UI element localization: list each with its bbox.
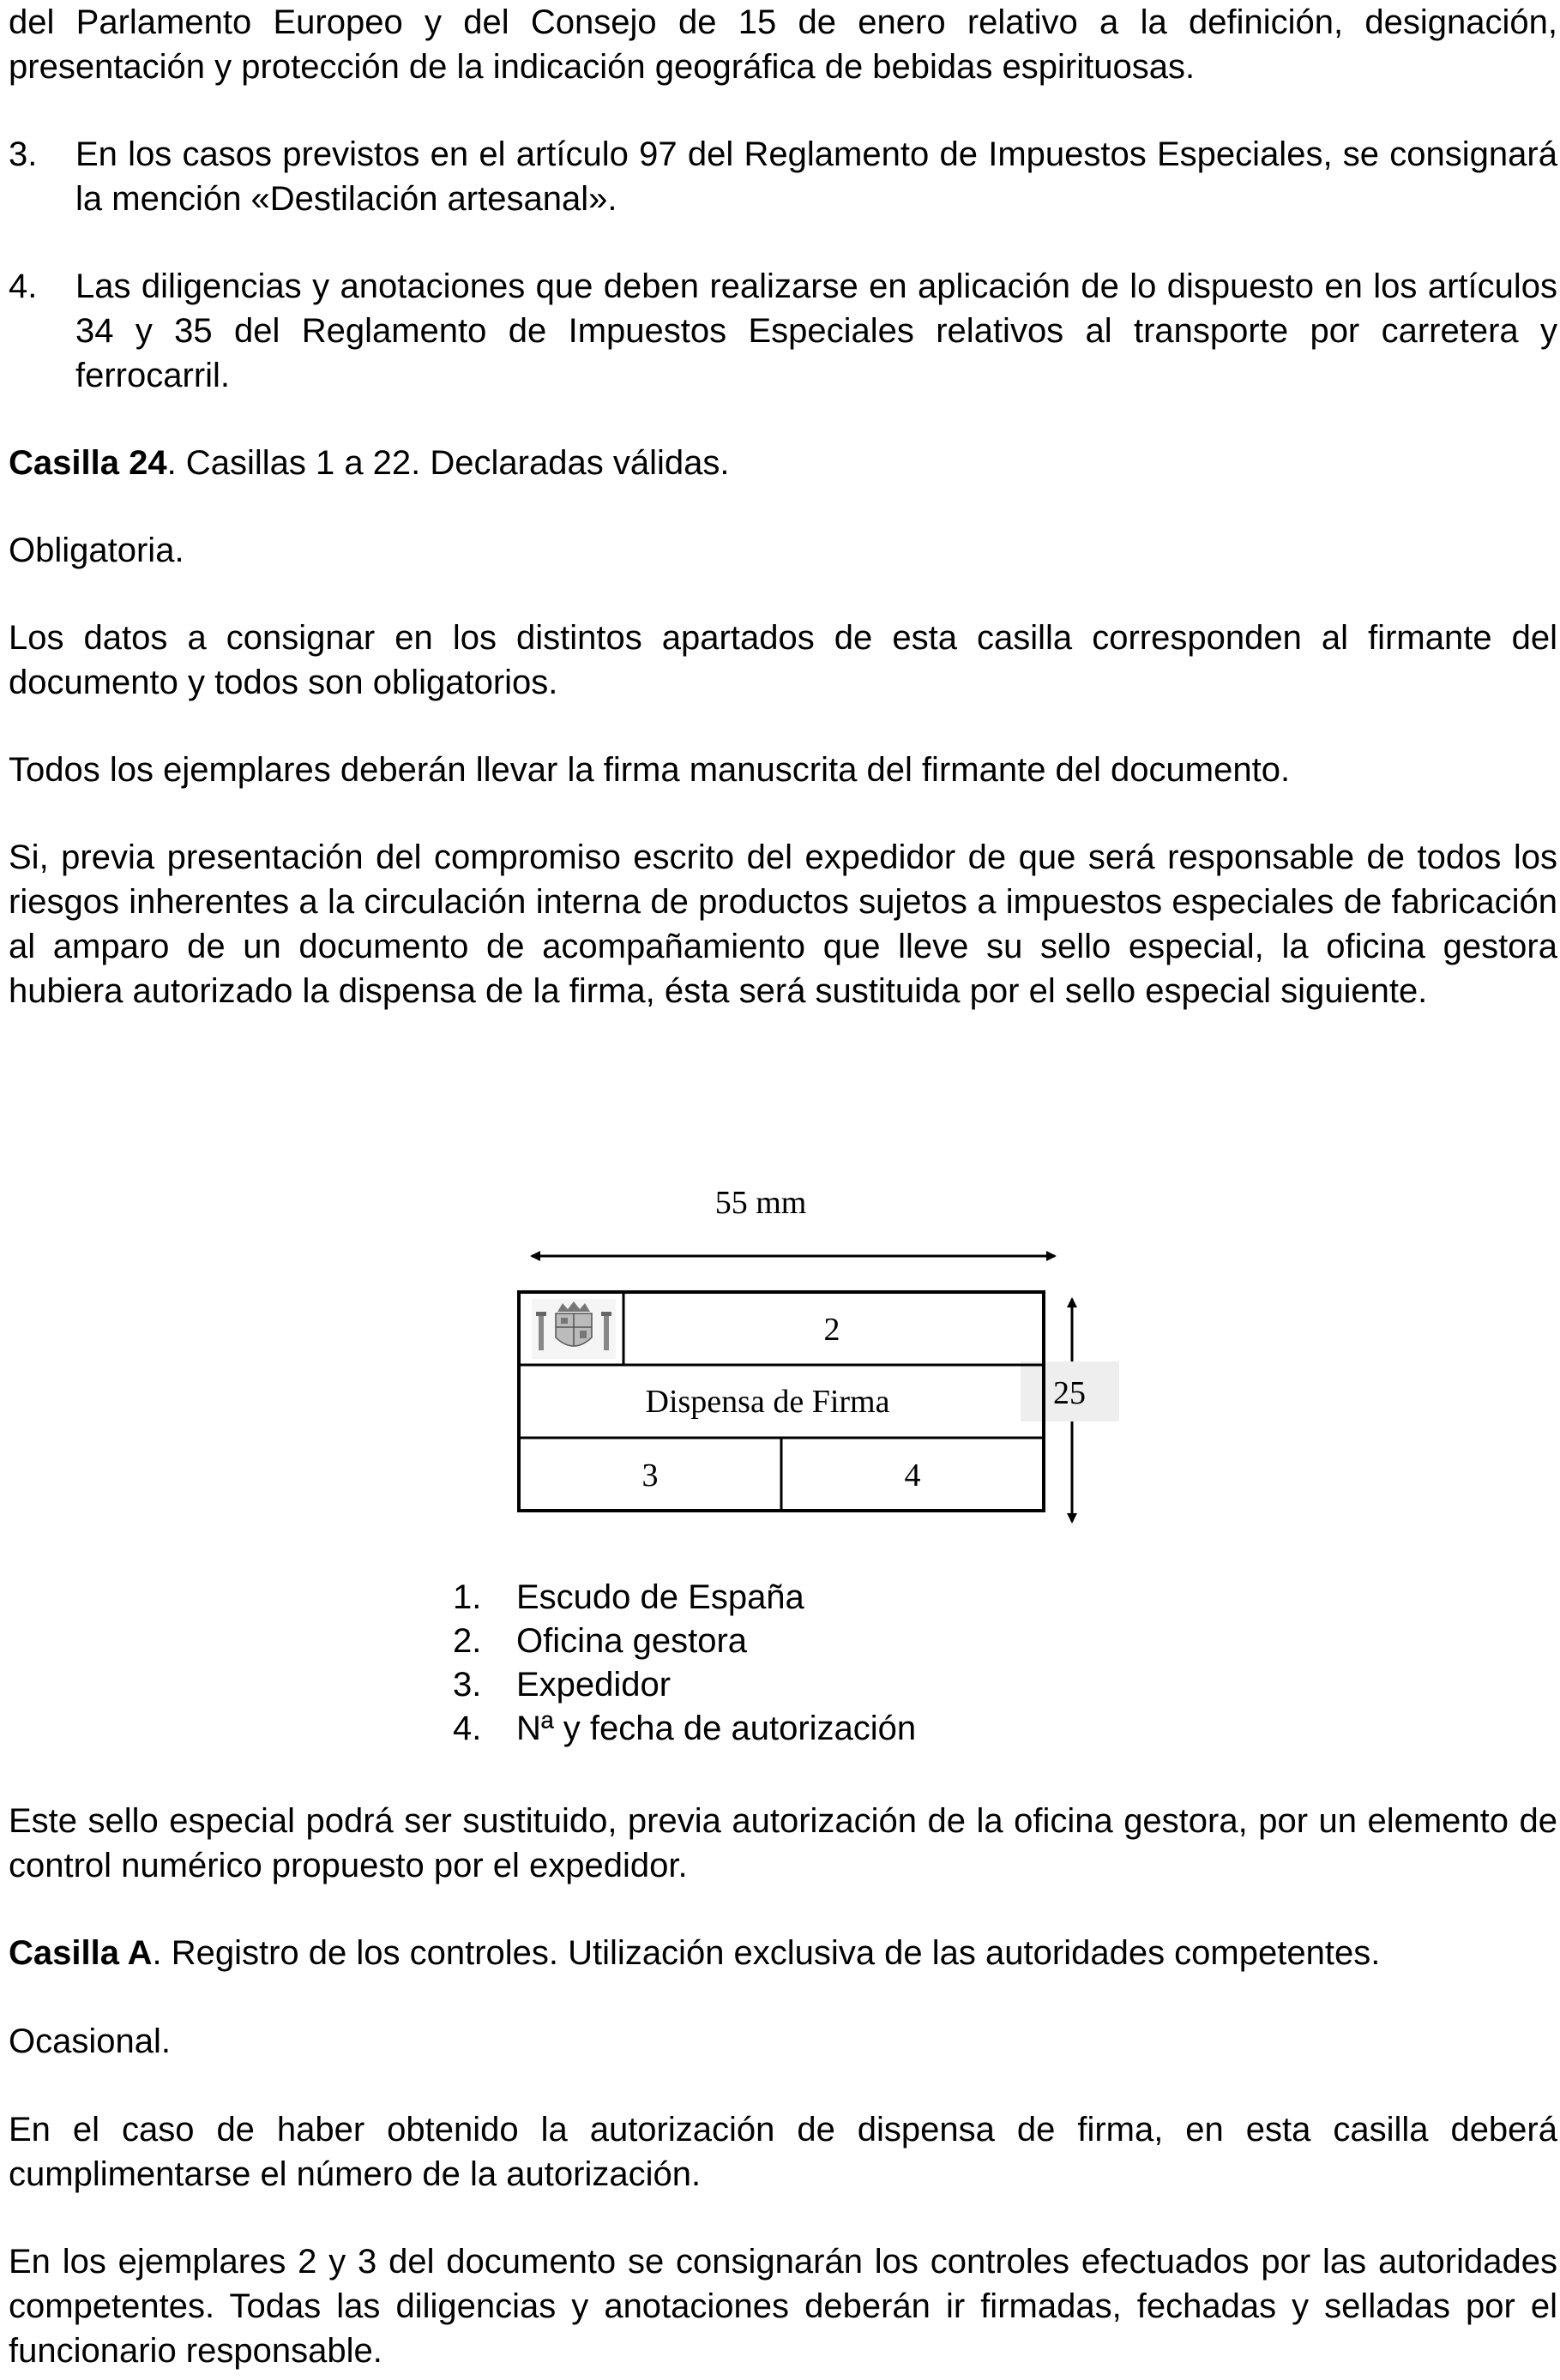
stamp-cell-3: 3 xyxy=(641,1457,659,1494)
height-label: 25 xyxy=(1053,1375,1086,1411)
legend-item-text: Escudo de España xyxy=(516,1578,804,1616)
legend-item-number: 1. xyxy=(453,1578,482,1616)
casilla-a-status: Ocasional. xyxy=(9,2022,171,2060)
top-paragraph: del Parlamento Europeo y del Consejo de 15 de enero relativo a la definición, designación, presentación y protección de la indicación geográfica de bebidas espirituosas. xyxy=(9,3,1557,86)
casilla-a-heading xyxy=(9,1931,1557,1975)
casilla-a-title: . Registro de los controles. Utilización exclusiva de las autoridades competentes. xyxy=(152,1934,1381,1972)
list-item-3 xyxy=(9,132,1557,221)
legend-item xyxy=(453,1707,916,1751)
casilla-24-paragraph-1: Los datos a consignar en los distintos apartados de esta casilla corresponden al firmante del documento y todos son obligatorios. xyxy=(9,619,1557,701)
width-label: 55 mm xyxy=(714,1185,807,1221)
legend-item-text: Oficina gestora xyxy=(516,1622,748,1660)
stamp-middle-label: Dispensa de Firma xyxy=(645,1384,890,1420)
stamp-diagram-svg xyxy=(506,1183,1158,1543)
legend-item xyxy=(453,1663,916,1707)
legend-item-number: 4. xyxy=(453,1710,482,1747)
list-item-number: 3. xyxy=(9,135,38,173)
legend-item-text: Expedidor xyxy=(516,1666,672,1704)
stamp-cell-2: 2 xyxy=(823,1312,840,1348)
list-item-text: En los casos previstos en el artículo 97 del Reglamento de Impuestos Especiales, se consignará la mención «Destilación artesanal». xyxy=(75,135,1557,218)
legend-item-number: 3. xyxy=(453,1666,482,1704)
casilla-a-paragraph-2: En los ejemplares 2 y 3 del documento se consignarán los controles efectuados por las autoridades competentes. Todas las diligencias y anotaciones deberán ir firmadas, fechadas y selladas por el funcionario responsable. xyxy=(9,2243,1557,2370)
list-item-text: Las diligencias y anotaciones que deben realizarse en aplicación de lo dispuesto en los artículos 34 y 35 del Reglamento de Impuestos Especiales relativos al transporte por carretera y ferrocarril. xyxy=(75,267,1557,394)
legend-item xyxy=(453,1576,916,1620)
casilla-24-paragraph-2: Todos los ejemplares deberán llevar la firma manuscrita del firmante del documento. xyxy=(9,751,1291,789)
stamp-legend xyxy=(453,1576,916,1751)
legend-item-number: 2. xyxy=(453,1622,482,1660)
casilla-24-status: Obligatoria. xyxy=(9,532,184,569)
stamp-diagram xyxy=(506,1183,1158,1543)
after-legend-paragraph: Este sello especial podrá ser sustituido, previa autorización de la oficina gestora, por un elemento de control numérico propuesto por el expedidor. xyxy=(9,1802,1557,1884)
list-item-4 xyxy=(9,264,1557,398)
stamp-cell-4: 4 xyxy=(904,1457,921,1494)
legend-item-text: Nª y fecha de autorización xyxy=(516,1710,917,1747)
coat-of-arms-icon xyxy=(532,1299,616,1359)
casilla-24-label: Casilla 24 xyxy=(9,444,167,482)
casilla-a-label: Casilla A xyxy=(9,1934,153,1972)
casilla-24-title: . Casillas 1 a 22. Declaradas válidas. xyxy=(166,444,730,482)
legend-item xyxy=(453,1620,916,1663)
list-item-number: 4. xyxy=(9,267,38,305)
casilla-24-paragraph-3: Si, previa presentación del compromiso escrito del expedidor de que será responsable de todos los riesgos inherentes a la circulación interna de productos sujetos a impuestos especiales de fabricación al amparo de un documento de acompañamiento que lleve su sello especial, la oficina gestora hubiera autorizado la dispensa de la firma, ésta será sustituida por el sello especial siguiente. xyxy=(9,838,1557,1010)
casilla-a-paragraph-1: En el caso de haber obtenido la autorización de dispensa de firma, en esta casilla deberá cumplimentarse el número de la autorización. xyxy=(9,2111,1557,2193)
casilla-24-heading xyxy=(9,441,1557,485)
